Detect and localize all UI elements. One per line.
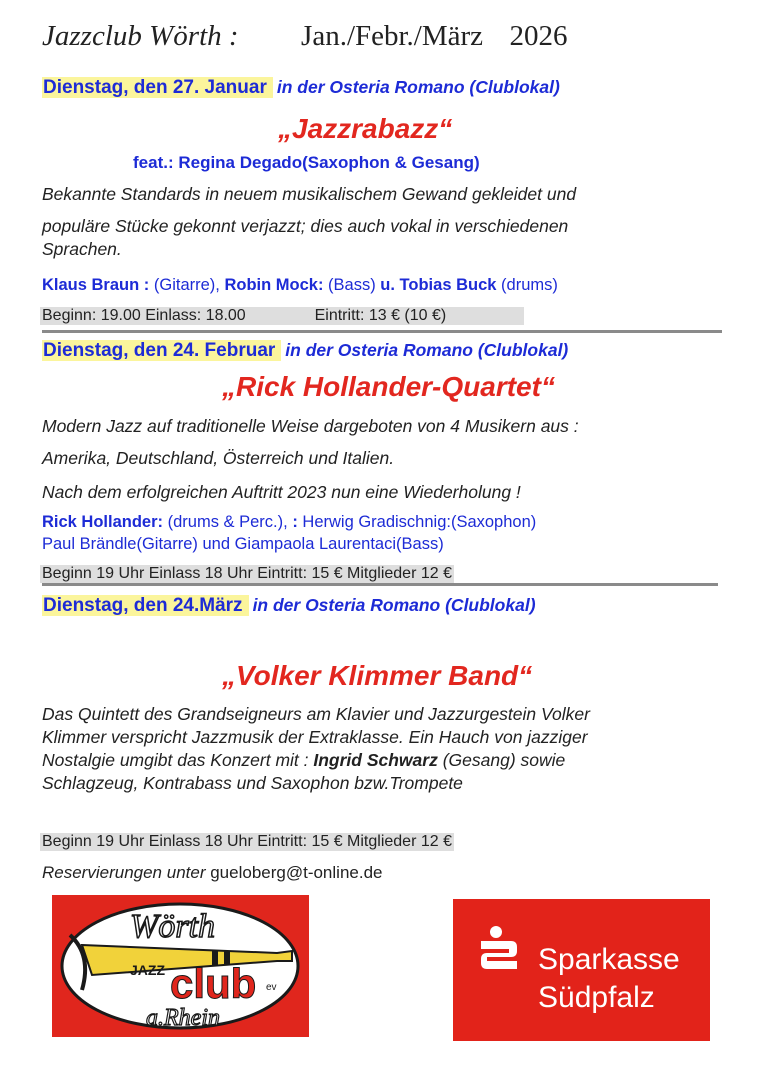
event-1-feat: feat.: Regina Degado(Saxophon & Gesang) [133,153,480,172]
event-1-musicians: Klaus Braun : (Gitarre), Robin Mock: (Bass) u. Tobias Buck (drums) [42,276,558,294]
event-3-desc-4: Schlagzeug, Kontrabass und Saxophon bzw.Trompete [42,773,463,793]
logo-ev-text: ev [266,982,277,993]
event-3-title: „Volker Klimmer Band“ [222,660,533,691]
event-1-venue: in der Osteria Romano (Clublokal) [276,77,560,97]
event-1-title: „Jazzrabazz“ [278,113,453,144]
divider-2 [42,583,718,586]
divider-1 [42,330,722,333]
event-3-info: Beginn 19 Uhr Einlass 18 Uhr Eintritt: 15 € Mitglieder 12 € [42,833,452,850]
event-1-info-times: Beginn: 19.00 Einlass: 18.00 [42,307,246,324]
logo-bottom-text: a.Rhein [146,1005,220,1031]
jazzclub-logo [52,895,309,1037]
event-1-desc-3: Sprachen. [42,239,122,259]
event-2-date: Dienstag, den 24. Februar [42,340,281,361]
sponsor-line-1: Sparkasse [538,943,680,976]
event-1-desc-1: Bekannte Standards in neuem musikalischem Gewand gekleidet und [42,184,577,204]
event-1-date: Dienstag, den 27. Januar [42,77,273,98]
event-2-desc-3: Nach dem erfolgreichen Auftritt 2023 nun eine Wiederholung ! [42,482,521,502]
event-1-desc-2: populäre Stücke gekonnt verjazzt; dies auch vokal in verschiedenen [42,216,569,236]
event-3-desc-3: Nostalgie umgibt das Konzert mit : Ingrid Schwarz (Gesang) sowie [42,750,566,770]
event-2-musicians-1: Rick Hollander: (drums & Perc.), : Herwig Gradischnig:(Saxophon) [42,513,537,531]
header-year: 2026 [509,20,568,52]
jazzclub-logo-graphic [52,895,309,1037]
event-3-singer: Ingrid Schwarz [313,750,438,770]
header-period: Jan./Febr./März [301,20,484,52]
reservation-label: Reservierungen unter [42,863,206,882]
event-1-date-row [42,77,560,99]
event-2-date-row [42,340,568,362]
logo-main-text: club [170,960,257,1007]
event-1-info-price: Eintritt: 13 € (10 €) [314,307,447,324]
event-3-desc-2: Klimmer verspricht Jazzmusik der Extraklasse. Ein Hauch von jazziger [42,727,588,747]
event-2-desc-1: Modern Jazz auf traditionelle Weise dargeboten von 4 Musikern aus : [42,416,579,436]
event-2-venue: in der Osteria Romano (Clublokal) [285,340,569,360]
event-2-info: Beginn 19 Uhr Einlass 18 Uhr Eintritt: 15 € Mitglieder 12 € [42,565,452,582]
event-3-desc-1: Das Quintett des Grandseigneurs am Klavier und Jazzurgestein Volker [42,704,590,724]
sponsor-line-2: Südpfalz [538,981,655,1014]
event-2-desc-2: Amerika, Deutschland, Österreich und Italien. [42,448,395,468]
event-2-title: „Rick Hollander-Quartet“ [222,371,555,402]
header-club: Jazzclub Wörth : [42,20,239,52]
sparkasse-logo [453,899,710,1041]
logo-top-text: Wörth [130,908,215,945]
sparkasse-s-icon [481,926,517,969]
event-1-info [40,307,524,325]
logo-jazz-text: JAZZ [130,962,165,978]
event-3-date-row [42,595,536,617]
reservation [42,863,383,883]
header [42,20,568,53]
event-3-venue: in der Osteria Romano (Clublokal) [252,595,536,615]
event-3-date: Dienstag, den 24.März [42,595,249,616]
event-2-musicians-2: Paul Brändle(Gitarre) und Giampaola Laurentaci(Bass) [42,535,444,553]
reservation-email[interactable]: gueloberg@t-online.de [210,863,383,882]
